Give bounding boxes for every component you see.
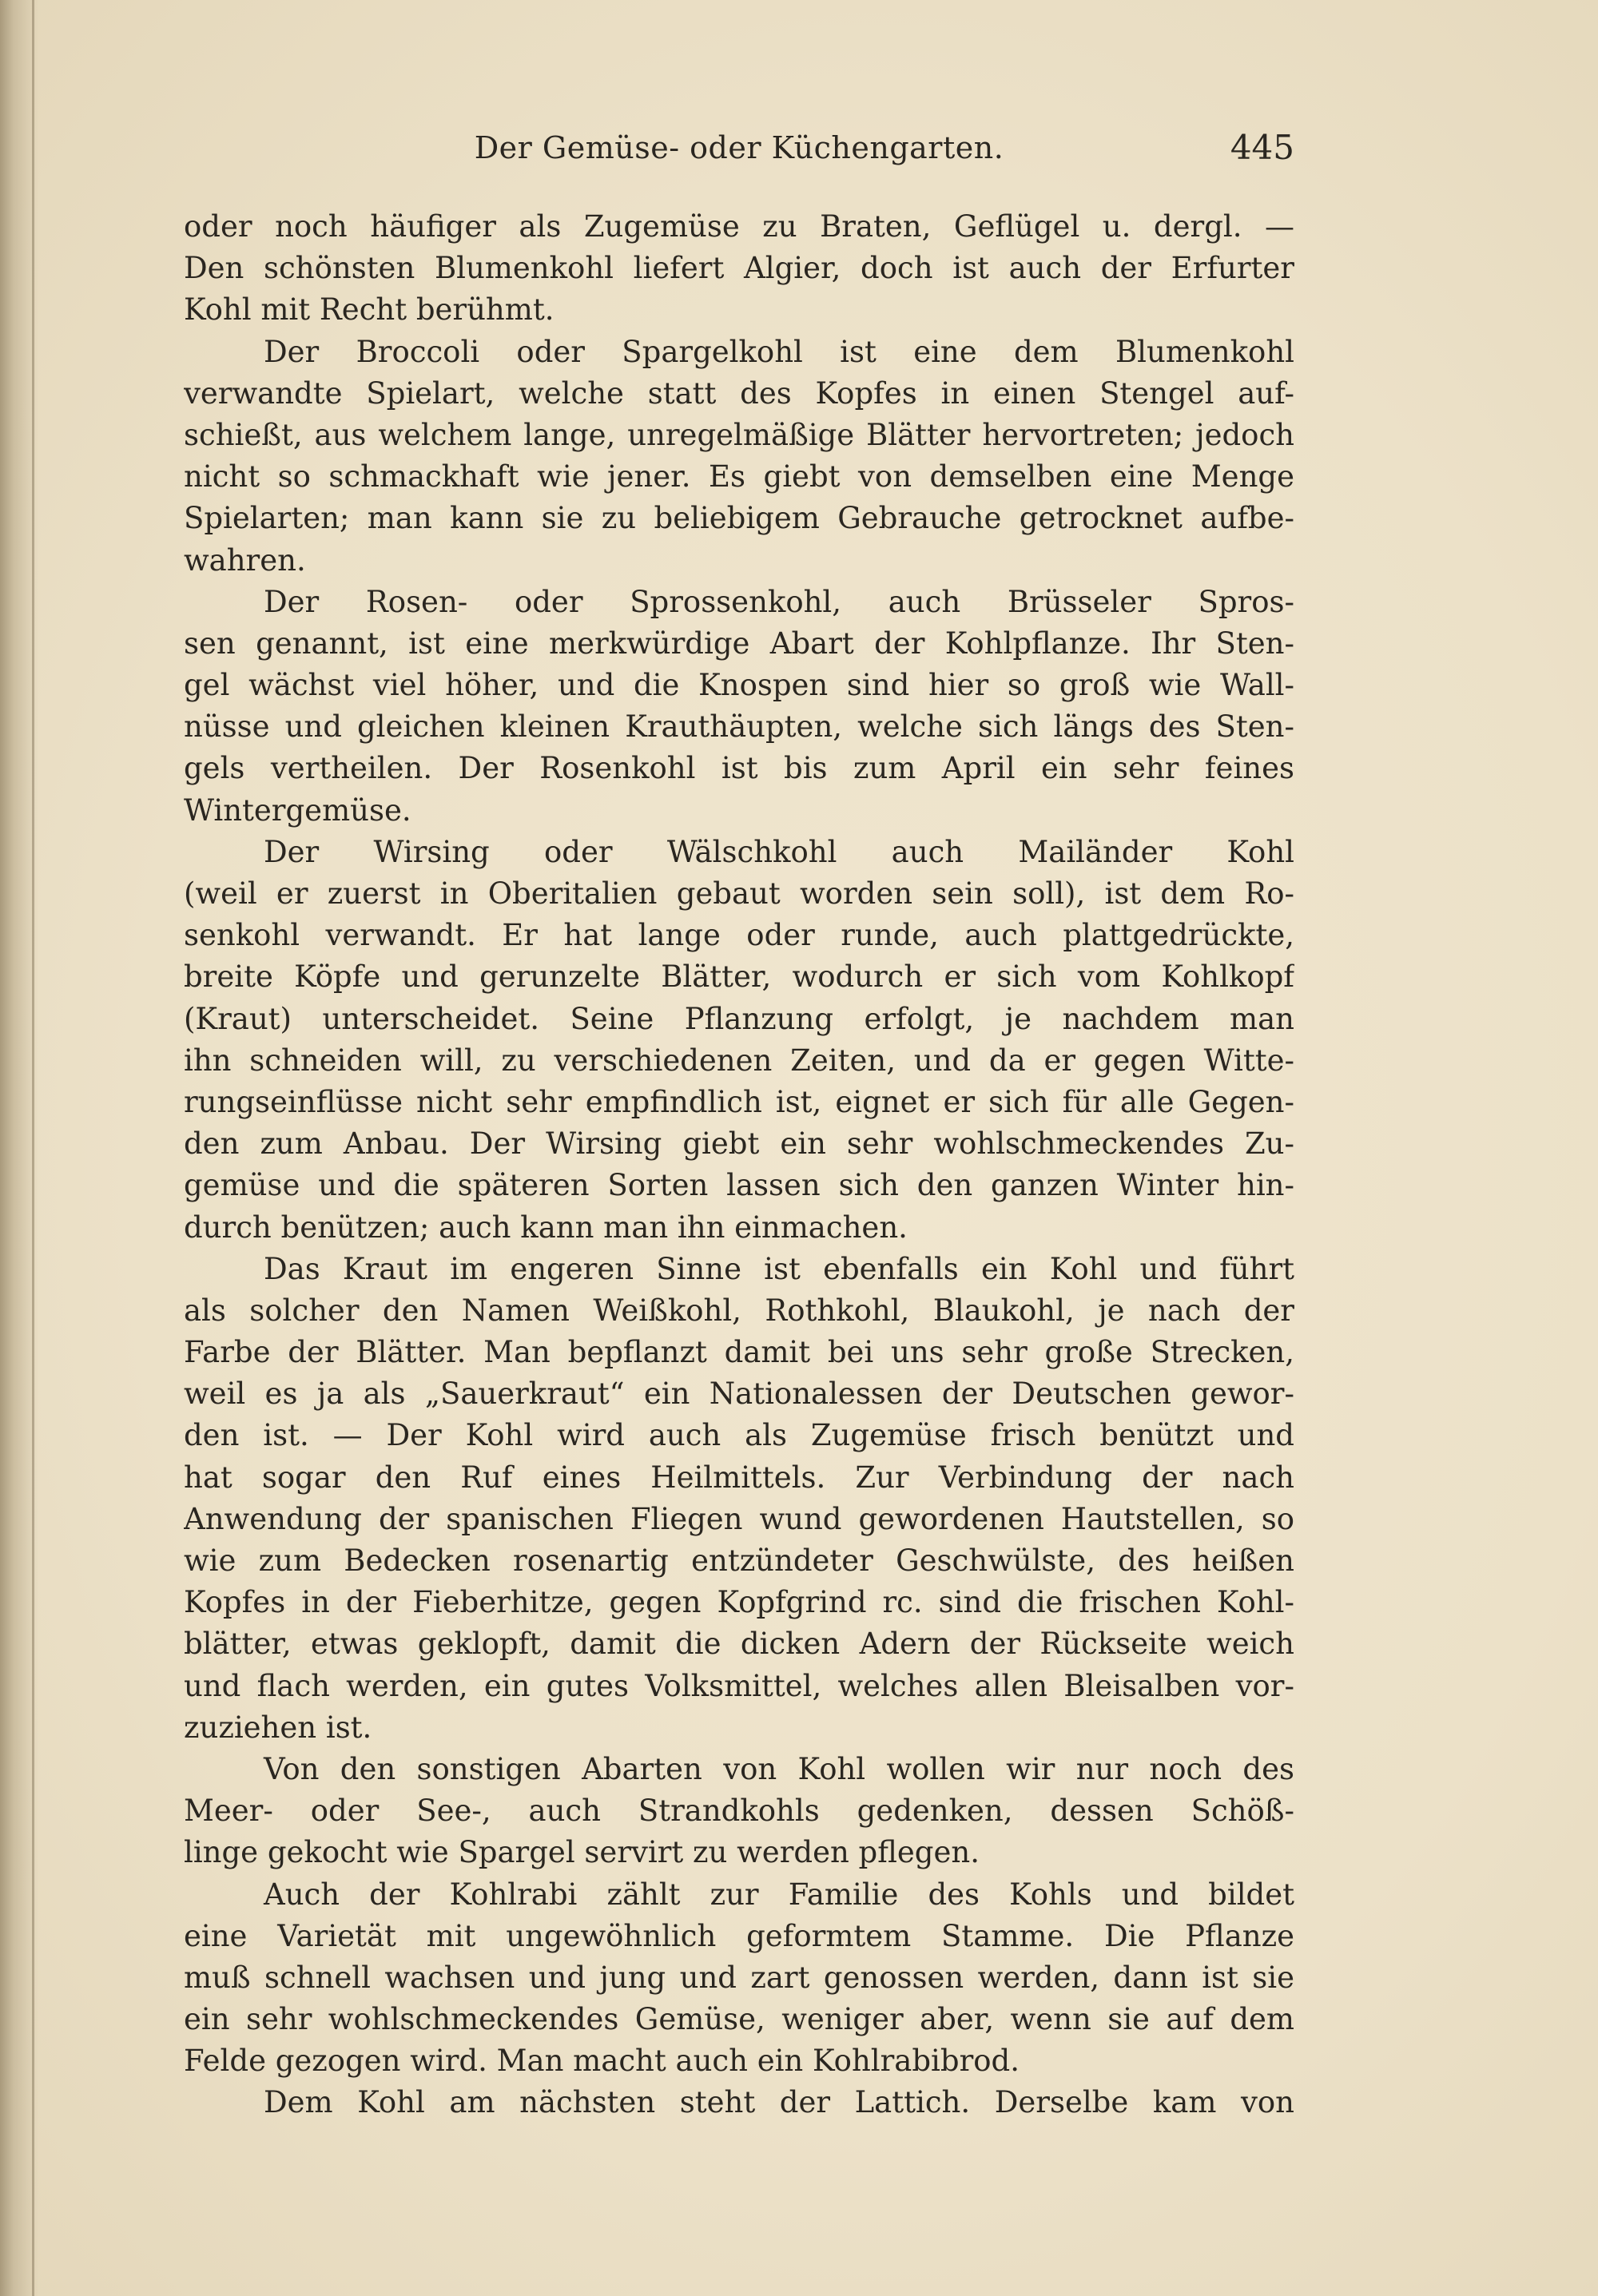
text-line: Der Broccoli oder Spargelkohl ist eine dem Blumenkohl	[264, 334, 1294, 369]
text-line: eine Varietät mit ungewöhnlich geformtem Stamme. Die Pflanze	[184, 1918, 1294, 1953]
text-line: verwandte Spielart, welche statt des Kopfes in einen Stengel auf-	[184, 375, 1294, 411]
text-line: Den schönsten Blumenkohl liefert Algier, doch ist auch der Erfurter	[184, 251, 1294, 286]
body-text	[184, 206, 1294, 2124]
text-line: Auch der Kohlrabi zählt zur Familie des Kohls und bildet	[264, 1877, 1294, 1912]
text-line: linge gekocht wie Spargel servirt zu werden pflegen.	[184, 1835, 980, 1870]
text-line: (weil er zuerst in Oberitalien gebaut worden sein soll), ist dem Ro-	[184, 876, 1294, 911]
text-line: breite Köpfe und gerunzelte Blätter, wodurch er sich vom Kohlkopf	[184, 959, 1294, 995]
text-line: Wintergemüse.	[184, 792, 411, 828]
text-line: wie zum Bedecken rosenartig entzündeter Geschwülste, des heißen	[184, 1543, 1294, 1578]
running-title: Der Gemüse- oder Küchengarten.	[474, 130, 1004, 165]
text-line: und flach werden, ein gutes Volksmittel, welches allen Bleisalben vor-	[184, 1668, 1294, 1703]
page-number: 445	[1230, 128, 1294, 167]
text-line: blätter, etwas geklopft, damit die dicken Adern der Rückseite weich	[184, 1627, 1294, 1662]
text-line: rungseinflüsse nicht sehr empfindlich ist, eignet er sich für alle Gegen-	[184, 1084, 1294, 1119]
text-line: Farbe der Blätter. Man bepflanzt damit bei uns sehr große Strecken,	[184, 1335, 1294, 1370]
text-line: nüsse und gleichen kleinen Krauthäupten, welche sich längs des Sten-	[184, 709, 1294, 745]
text-line: oder noch häufiger als Zugemüse zu Braten, Geflügel u. dergl. —	[184, 209, 1294, 244]
text-line: Dem Kohl am nächsten steht der Lattich. Derselbe kam von	[264, 2085, 1294, 2120]
text-line: Von den sonstigen Abarten von Kohl wollen wir nur noch des	[264, 1751, 1294, 1786]
text-line: schießt, aus welchem lange, unregelmäßige Blätter hervortreten; jedoch	[184, 417, 1294, 452]
text-line: Spielarten; man kann sie zu beliebigem Gebrauche getrocknet aufbe-	[184, 501, 1294, 536]
text-line: den ist. — Der Kohl wird auch als Zugemüse frisch benützt und	[184, 1418, 1294, 1453]
text-line: Meer- oder See-, auch Strandkohls gedenken, dessen Schöß-	[184, 1794, 1294, 1829]
text-line: ein sehr wohlschmeckendes Gemüse, weniger aber, wenn sie auf dem	[184, 2002, 1294, 2037]
text-line: Kohl mit Recht berühmt.	[184, 292, 555, 328]
text-line: Kopfes in der Fieberhitze, gegen Kopfgrind rc. sind die frischen Kohl-	[184, 1585, 1294, 1620]
text-line: zuziehen ist.	[184, 1710, 372, 1745]
text-line: Der Wirsing oder Wälschkohl auch Mailänder Kohl	[264, 834, 1294, 869]
text-line: (Kraut) unterscheidet. Seine Pflanzung erfolgt, je nachdem man	[184, 1001, 1294, 1036]
text-line: wahren.	[184, 542, 306, 578]
text-line: als solcher den Namen Weißkohl, Rothkohl, Blaukohl, je nach der	[184, 1293, 1294, 1328]
text-line: den zum Anbau. Der Wirsing giebt ein sehr wohlschmeckendes Zu-	[184, 1126, 1294, 1162]
text-line: Felde gezogen wird. Man macht auch ein Kohlrabibrod.	[184, 2044, 1020, 2079]
text-line: Der Rosen- oder Sprossenkohl, auch Brüsseler Spros-	[264, 584, 1294, 619]
text-line: Das Kraut im engeren Sinne ist ebenfalls ein Kohl und führt	[264, 1251, 1294, 1286]
text-line: hat sogar den Ruf eines Heilmittels. Zur Verbindung der nach	[184, 1460, 1294, 1495]
text-line: senkohl verwandt. Er hat lange oder runde, auch plattgedrückte,	[184, 918, 1294, 953]
text-line: nicht so schmackhaft wie jener. Es giebt von demselben eine Menge	[184, 459, 1294, 495]
text-line: muß schnell wachsen und jung und zart genossen werden, dann ist sie	[184, 1960, 1294, 1995]
text-line: durch benützen; auch kann man ihn einmachen.	[184, 1210, 908, 1245]
spine-edge	[32, 0, 34, 2296]
text-line: ihn schneiden will, zu verschiedenen Zeiten, und da er gegen Witte-	[184, 1043, 1294, 1078]
text-line: weil es ja als „Sauerkraut“ ein Nationalessen der Deutschen gewor-	[184, 1376, 1294, 1412]
page-header	[184, 120, 1294, 176]
text-line: sen genannt, ist eine merkwürdige Abart der Kohlpflanze. Ihr Sten-	[184, 626, 1294, 661]
text-line: gemüse und die späteren Sorten lassen sich den ganzen Winter hin-	[184, 1168, 1294, 1203]
text-line: gels vertheilen. Der Rosenkohl ist bis zum April ein sehr feines	[184, 751, 1294, 786]
text-line: gel wächst viel höher, und die Knospen sind hier so groß wie Wall-	[184, 668, 1294, 703]
text-line: Anwendung der spanischen Fliegen wund gewordenen Hautstellen, so	[184, 1501, 1294, 1536]
